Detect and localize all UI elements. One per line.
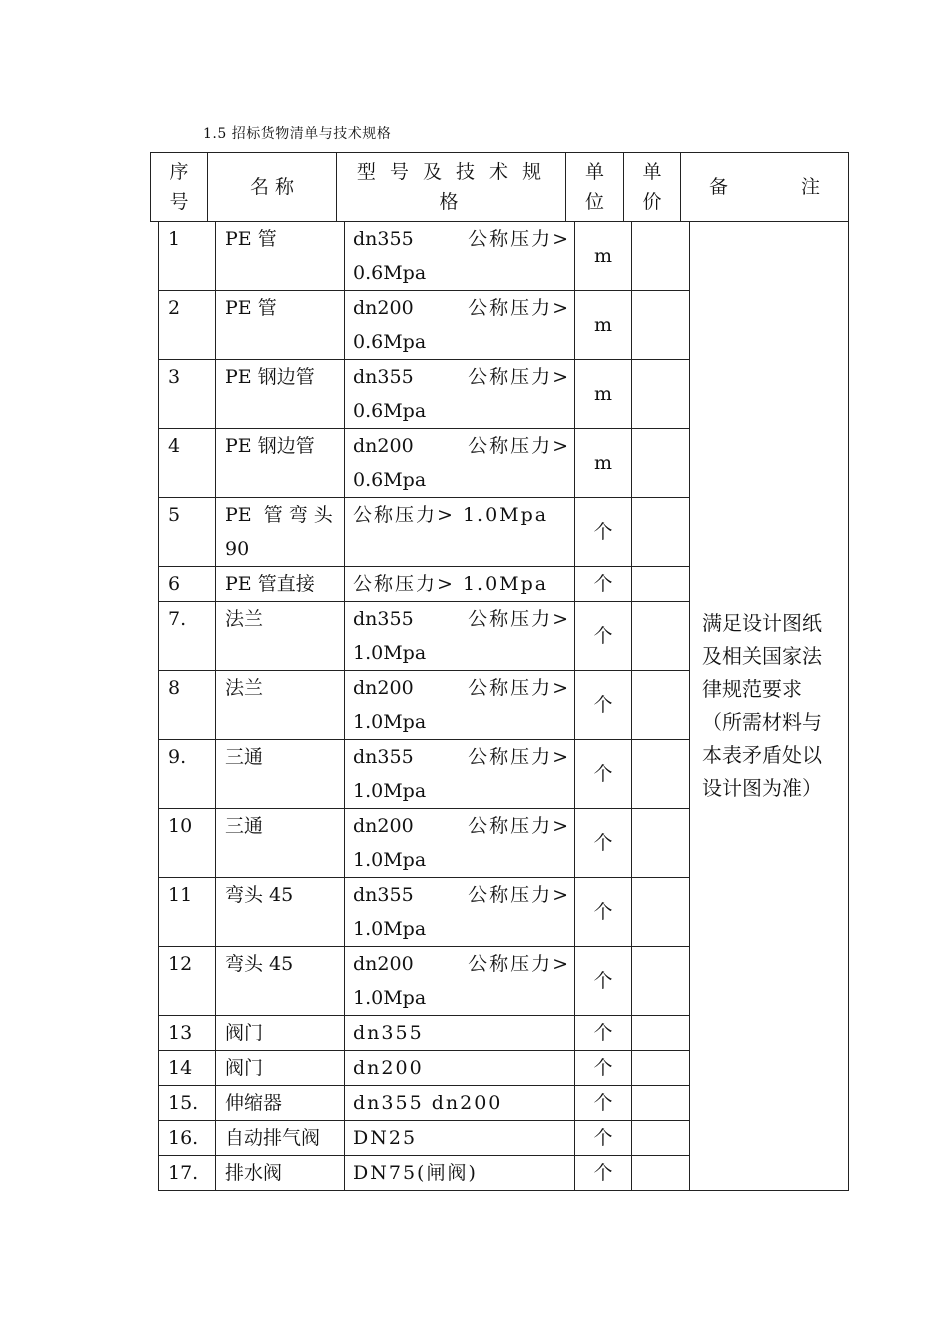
cell-name — [216, 1086, 345, 1121]
cell-spec — [345, 947, 575, 1016]
cell-unit: m — [575, 291, 632, 360]
cell-spec — [345, 429, 575, 498]
cell-unit: 个 — [575, 1016, 632, 1051]
cell-spec — [345, 360, 575, 429]
spec-pressure-value: 1.0Mpa — [353, 780, 427, 802]
cell-name-line1: 三通 — [225, 815, 264, 837]
spec-pressure-value: 0.6Mpa — [353, 400, 427, 422]
spec-model: dn200 — [353, 677, 414, 699]
spec-model: DN75(闸阀) — [353, 1162, 478, 1184]
cell-name-line1: 阀门 — [225, 1057, 264, 1079]
cell-name — [216, 740, 345, 809]
cell-name — [216, 360, 345, 429]
cell-price — [632, 498, 690, 567]
cell-name — [216, 671, 345, 740]
spec-model: 公称压力> 1.0Mpa — [353, 573, 549, 595]
cell-unit: m — [575, 429, 632, 498]
cell-name-line1: PE 管 — [225, 228, 277, 250]
cell-price — [632, 671, 690, 740]
cell-name-line1: PE 管直接 — [225, 573, 315, 595]
cell-spec — [345, 1121, 575, 1156]
section-heading: 1.5 招标货物清单与技术规格 — [203, 126, 392, 142]
cell-seq: 16. — [159, 1121, 216, 1156]
cell-unit: 个 — [575, 1156, 632, 1191]
cell-name-line1: PE 管 — [225, 297, 277, 319]
cell-name-line1: 排水阀 — [225, 1162, 283, 1184]
cell-spec — [345, 602, 575, 671]
cell-unit: 个 — [575, 1051, 632, 1086]
cell-remark: 满足设计图纸及相关国家法律规范要求（所需材料与本表矛盾处以设计图为准） — [690, 222, 849, 1191]
cell-seq: 12 — [159, 947, 216, 1016]
cell-name — [216, 498, 345, 567]
cell-name — [216, 291, 345, 360]
cell-seq: 8 — [159, 671, 216, 740]
cell-name-line1: 伸缩器 — [225, 1092, 283, 1114]
spec-pressure-label: 公称压力> — [468, 953, 570, 975]
remark-header-right: 注 — [800, 176, 820, 198]
cell-spec — [345, 1051, 575, 1086]
cell-spec — [345, 740, 575, 809]
cell-seq: 2 — [159, 291, 216, 360]
cell-price — [632, 809, 690, 878]
spec-pressure-value: 1.0Mpa — [353, 849, 427, 871]
cell-name-line1: PE 管 弯 头 — [225, 504, 333, 526]
spec-pressure-value: 1.0Mpa — [353, 711, 427, 733]
cell-name-line1: PE 钢边管 — [225, 435, 315, 457]
spec-model: dn355 — [353, 228, 414, 250]
cell-name — [216, 1156, 345, 1191]
cell-name — [216, 1121, 345, 1156]
cell-price — [632, 947, 690, 1016]
cell-unit: m — [575, 360, 632, 429]
spec-model: 公称压力> 1.0Mpa — [353, 504, 549, 526]
cell-price — [632, 1016, 690, 1051]
cell-seq: 5 — [159, 498, 216, 567]
cell-seq: 1 — [159, 222, 216, 291]
spec-model: dn355 — [353, 366, 414, 388]
cell-name-line1: 法兰 — [225, 608, 264, 630]
cell-price — [632, 429, 690, 498]
col-spec-header: 型 号 及 技 术 规 格 — [337, 153, 566, 222]
cell-unit: 个 — [575, 498, 632, 567]
cell-name — [216, 602, 345, 671]
spec-model: dn200 — [353, 953, 414, 975]
cell-name — [216, 947, 345, 1016]
spec-pressure-value: 0.6Mpa — [353, 469, 427, 491]
cell-spec — [345, 1156, 575, 1191]
spec-pressure-label: 公称压力> — [468, 815, 570, 837]
cell-name-line1: 阀门 — [225, 1022, 264, 1044]
cell-unit: 个 — [575, 1121, 632, 1156]
spec-pressure-label: 公称压力> — [468, 677, 570, 699]
cell-spec — [345, 671, 575, 740]
spec-model: dn355 — [353, 884, 414, 906]
cell-seq: 6 — [159, 567, 216, 602]
cell-unit: 个 — [575, 809, 632, 878]
table-row — [159, 222, 849, 291]
cell-price — [632, 291, 690, 360]
spec-model: dn200 — [353, 435, 414, 457]
cell-name — [216, 429, 345, 498]
cell-name-line1: 弯头 45 — [225, 884, 294, 906]
cell-price — [632, 1051, 690, 1086]
spec-pressure-label: 公称压力> — [468, 297, 570, 319]
spec-model: dn200 — [353, 815, 414, 837]
cell-spec — [345, 291, 575, 360]
cell-price — [632, 740, 690, 809]
spec-pressure-value: 1.0Mpa — [353, 987, 427, 1009]
cell-name — [216, 1051, 345, 1086]
cell-price — [632, 567, 690, 602]
spec-model: dn355 — [353, 608, 414, 630]
cell-unit: m — [575, 222, 632, 291]
cell-seq: 9. — [159, 740, 216, 809]
spec-pressure-label: 公称压力> — [468, 435, 570, 457]
spec-pressure-value: 1.0Mpa — [353, 918, 427, 940]
spec-pressure-label: 公称压力> — [468, 228, 570, 250]
cell-name — [216, 567, 345, 602]
spec-pressure-value: 1.0Mpa — [353, 642, 427, 664]
spec-pressure-label: 公称压力> — [468, 366, 570, 388]
cell-name — [216, 809, 345, 878]
spec-model: DN25 — [353, 1127, 418, 1149]
cell-price — [632, 1156, 690, 1191]
cell-seq: 14 — [159, 1051, 216, 1086]
spec-model: dn355 dn200 — [353, 1092, 503, 1114]
cell-price — [632, 602, 690, 671]
spec-pressure-label: 公称压力> — [468, 884, 570, 906]
col-seq-header: 序 号 — [151, 153, 208, 222]
cell-seq: 7. — [159, 602, 216, 671]
cell-name-line1: 法兰 — [225, 677, 264, 699]
cell-seq: 15. — [159, 1086, 216, 1121]
spec-pressure-value: 0.6Mpa — [353, 331, 427, 353]
cell-unit: 个 — [575, 878, 632, 947]
cell-name-line1: PE 钢边管 — [225, 366, 315, 388]
cell-seq: 10 — [159, 809, 216, 878]
cell-spec — [345, 222, 575, 291]
cell-seq: 13 — [159, 1016, 216, 1051]
cell-seq: 11 — [159, 878, 216, 947]
cell-spec — [345, 1086, 575, 1121]
cell-unit: 个 — [575, 947, 632, 1016]
cell-price — [632, 1121, 690, 1156]
cell-price — [632, 222, 690, 291]
spec-model: dn200 — [353, 297, 414, 319]
cell-unit: 个 — [575, 602, 632, 671]
spec-pressure-label: 公称压力> — [468, 746, 570, 768]
cell-name-line2: 90 — [225, 538, 250, 560]
cell-price — [632, 1086, 690, 1121]
cell-price — [632, 878, 690, 947]
goods-table — [158, 221, 849, 1191]
cell-spec — [345, 878, 575, 947]
cell-spec — [345, 498, 575, 567]
spec-model: dn355 — [353, 746, 414, 768]
col-unit-header: 单 位 — [566, 153, 624, 222]
spec-pressure-value: 0.6Mpa — [353, 262, 427, 284]
cell-seq: 3 — [159, 360, 216, 429]
cell-unit: 个 — [575, 567, 632, 602]
cell-unit: 个 — [575, 671, 632, 740]
cell-name-line1: 三通 — [225, 746, 264, 768]
col-remark-header — [681, 153, 849, 222]
cell-unit: 个 — [575, 740, 632, 809]
spec-model: dn355 — [353, 1022, 424, 1044]
cell-unit: 个 — [575, 1086, 632, 1121]
header-table — [150, 152, 849, 222]
col-name-header: 名 称 — [208, 153, 337, 222]
spec-pressure-label: 公称压力> — [468, 608, 570, 630]
cell-spec — [345, 1016, 575, 1051]
spec-model: dn200 — [353, 1057, 424, 1079]
cell-name — [216, 222, 345, 291]
cell-spec — [345, 809, 575, 878]
cell-seq: 17. — [159, 1156, 216, 1191]
cell-spec — [345, 567, 575, 602]
cell-name — [216, 878, 345, 947]
cell-seq: 4 — [159, 429, 216, 498]
cell-price — [632, 360, 690, 429]
cell-name — [216, 1016, 345, 1051]
cell-name-line1: 自动排气阀 — [225, 1127, 321, 1149]
cell-name-line1: 弯头 45 — [225, 953, 294, 975]
remark-header-left: 备 — [709, 176, 729, 198]
col-price-header: 单 价 — [624, 153, 681, 222]
